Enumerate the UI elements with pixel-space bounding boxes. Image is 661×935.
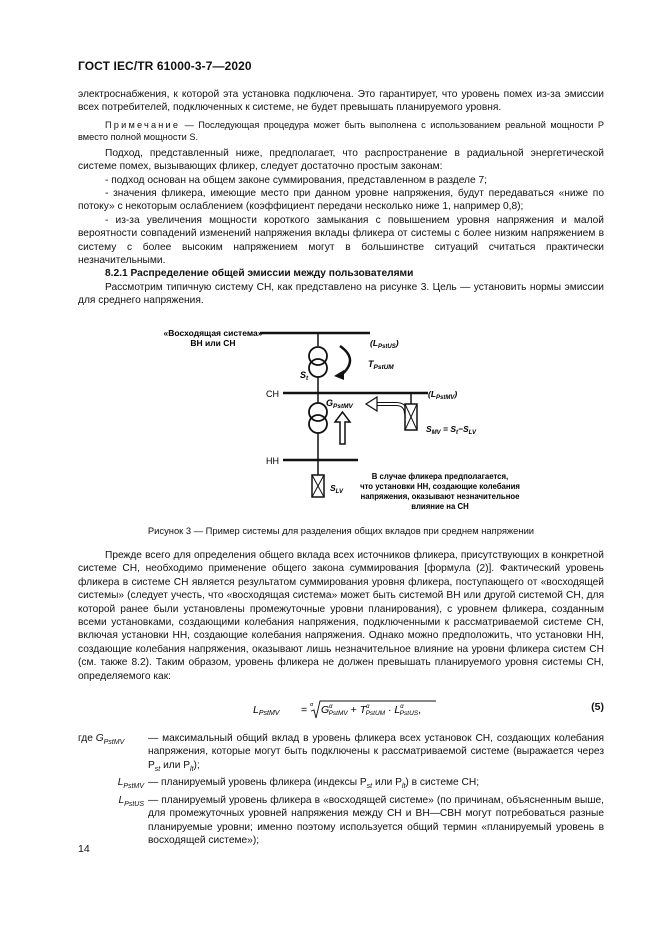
smv-label: $S_{MV} = S_t-S_{LV}$ <box>426 424 477 436</box>
root-index: α <box>310 702 314 708</box>
l-mv-label: $(L_{PstMV})$ <box>428 389 458 401</box>
formula-5 <box>78 697 604 721</box>
definition-symbol: $L_{PstMV}$ <box>117 777 144 791</box>
mv-bus-label: СН <box>266 389 279 399</box>
figure-caption: Рисунок 3 — Пример системы для разделения общих вкладов при среднем напряжении <box>147 525 535 536</box>
paragraph: Прежде всего для определения общего вклада всех источников фликера, присутствующих в конкретной системе СН, необходимо применение общего закона суммирования [формула (2)]. Фактический уровень фликера в системе СН является результатом суммирования уровня фликера, поступающего от «восходящей системы» (следует учесть, что «восходящая система» может быть системой ВН или другой системой СН, для которой ранее были установлены промежуточные уровни планирования), с уровнем фликера, созданным всеми установками, создающими колебания напряжения, подключенными к рассматриваемой системе СН, включая установки НН, создающие колебания напряжения. Однако можно предположить, что установки НН, создающие колебания напряжения, оказывают лишь незначительное влияние на уровни фликера систем СН (см. также 8.2). Таким образом, уровень фликера не должен превышать планируемого уровня системы СН, определяемого как: <box>78 550 604 682</box>
definition-text: — планируемый уровень фликера в «восходящей системе» (по причинам, объясненным выше, для промежуточных уровней напряжения между СН и ВН—СВН могут потребоваться разные планируемые уровни; именно поэтому используется общий термин «планируемый уровень в восходящей системе»); <box>148 794 604 846</box>
st-label: $S_t$ <box>300 370 309 382</box>
definitions-list <box>78 732 604 847</box>
single-line-diagram <box>78 318 604 523</box>
note-text: — Последующая процедура может быть выполнена с использованием реальной мощности P вместо полной мощности S. <box>78 119 604 142</box>
figure-note-line: влияние на СН <box>411 502 469 511</box>
definition-text: — максимальный общий вклад в уровень фликера всех установок СН, создающих колебания напряжения, которые могут быть подключены к рассматриваемой системе (выражается через $P_{st}$ или $P_{lt}$); <box>148 733 604 773</box>
definition-text: — планируемый уровень фликера (индексы $P_{st}$ или $P_{lt}$) в системе СН; <box>148 777 480 791</box>
paragraph: Подход, представленный ниже, предполагает, что распространение в радиальной энергетической системе помех, вызывающих фликер, следует достаточно простым законам: <box>78 147 604 173</box>
figure-note-line: напряжения, оказывают незначительное <box>360 492 520 501</box>
upstream-sublabel: ВН или СН <box>190 338 236 348</box>
formula-lhs: LPstMV <box>253 704 280 717</box>
lv-bus-label: НН <box>266 456 279 466</box>
g-label: $G_{PstMV}$ <box>326 398 353 410</box>
arrow-head <box>334 370 344 380</box>
section-heading: 8.2.1 Распределение общей эмиссии между пользователями <box>105 268 414 280</box>
formula-rhs: $G^\alpha$ PstMV + $T^\alpha$ PstUM · $L^\alpha$ PstUS, <box>321 704 422 717</box>
up-arrow <box>335 412 350 444</box>
equals-sign: = <box>301 704 308 716</box>
definition-item <box>78 776 604 793</box>
page-number: 14 <box>78 843 90 855</box>
transformer-winding <box>309 359 327 377</box>
slv-label: $S_{LV}$ <box>330 483 344 495</box>
t-label: $T_{PstUM}$ <box>368 359 394 371</box>
upstream-label: «Восходящая система» <box>163 328 263 338</box>
body-text-top <box>78 88 604 308</box>
definition-item <box>78 732 604 776</box>
paragraph: Рассмотрим типичную систему СН, как представлено на рисунке 3. Цель — установить нормы эмиссии для среднего напряжения. <box>78 281 604 307</box>
l-us-label: $(L_{PstUS})$ <box>370 338 399 350</box>
note <box>78 119 604 143</box>
definition-item <box>78 794 604 848</box>
standard-header: ГОСТ IEC/TR 61000-3-7—2020 <box>78 59 252 73</box>
formula-graphic <box>78 697 508 721</box>
figure-3-diagram <box>78 318 604 523</box>
bullet-item: - значения фликера, имеющие место при данном уровне напряжения, будут передаваться «ниже по потоку» с некоторым ослаблением (коэффициент передачи несколько ниже 1, например 0,8); <box>78 188 604 213</box>
arrow-head <box>366 397 377 411</box>
bullet-item: - из-за увеличения мощности короткого замыкания с повышением уровня напряжения и малой вероятности совпадений изменений напряжения вклады фликера от системы с более низким напряжением в систему с более высоким напряжением могут в большинстве ситуаций считаться практически незначительными. <box>78 214 604 267</box>
bullet-item: - подход основан на общем законе суммирования, представленном в разделе 7; <box>105 174 487 186</box>
paragraph: электроснабжения, к которой эта установка подключена. Это гарантирует, что уровень помех из-за эмиссии всех потребителей, подключенных к системе, не будет превышать планируемого уровня. <box>78 89 604 114</box>
equation-number: (5) <box>591 701 604 713</box>
figure-note-line: В случае фликера предполагается, <box>371 472 509 481</box>
figure-note-line: что установки НН, создающие колебания <box>360 482 520 491</box>
definition-symbol: где $G_{PstMV}$ <box>78 733 125 747</box>
body-text-main <box>78 549 604 683</box>
note-label: Примечание <box>105 119 181 130</box>
definition-symbol: $L_{PstUS}$ <box>118 794 144 808</box>
transformer-winding <box>309 415 327 433</box>
